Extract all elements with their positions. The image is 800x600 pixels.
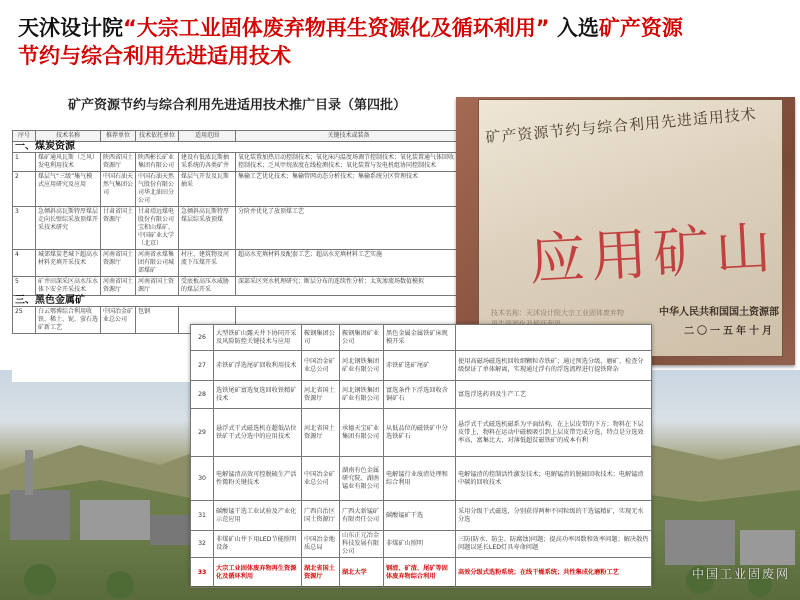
plaque-issuer: 中华人民共和国国土资源部 [659, 307, 779, 318]
cell: 4 [13, 250, 36, 277]
cell: 中国冶金矿业总公司 [302, 351, 340, 381]
table-row [191, 558, 652, 588]
cell: 中国冶金地质总局 [302, 531, 340, 558]
cell: 富选条件下浮选回收含铜矿石 [384, 381, 456, 409]
cell: 分阶并优化了放顶煤工艺 [236, 207, 462, 250]
cell: 大型铁矿山露天井下协同开采及风险防控关键技术与应用 [214, 325, 302, 351]
table-row [13, 277, 462, 296]
table-row [13, 207, 462, 250]
cell: 中国冶金矿业总公司 [302, 457, 340, 501]
cell: 河北省国土资源厅 [302, 409, 340, 457]
plaque-main-text: 应用矿山 [527, 215, 779, 294]
cell: 集输工艺优化技术；集输管网动态分析技术；集输系统分区管理技术 [236, 172, 462, 207]
table-row [13, 153, 462, 172]
catalog-document-page2 [190, 324, 652, 586]
cell: 2 [13, 172, 36, 207]
col-header: 技术名称 [36, 131, 101, 142]
col-header: 关键技术或装备 [236, 131, 462, 142]
title-part1: 天沭设计院 [18, 16, 123, 40]
cell: 河北省国土资源厅 [302, 381, 340, 409]
cell: 选铁尾矿富选复选回收铁精矿技术 [214, 381, 302, 409]
cell: 黑色金属金属铁矿床规模开采 [384, 325, 456, 351]
cell: 山东正元冶金科技发展有限公司 [340, 531, 384, 558]
cell: 河北钢铁集团矿业有限公司 [340, 381, 384, 409]
cell: 中国石油天然气股份有限公司华北油田分公司 [136, 172, 179, 207]
cell: 中国冶金矿业总公司 [101, 307, 136, 334]
cell: 鞍钢集团矿业公司 [340, 325, 384, 351]
cell: 村庄、建筑物及河流下压煤开采 [179, 250, 236, 277]
cell: 急倾斜高瓦斯特厚煤层综采放顶煤 [179, 207, 236, 250]
plaque-detail-line: 技术名称：天沭设计院大宗工业固体废弃物 [491, 309, 624, 317]
cell: 31 [191, 501, 214, 531]
cell: 悬浮式干式磁选机磁系为平面结构，在上层皮带的下方；物料在下层皮带上，物料在运动中磁极吸引到上层皮带完成分选，特点是分选效率高，富集比大，对薄低超贫磁铁矿的成本有利 [456, 409, 652, 457]
cell: 湖北大学 [340, 558, 384, 588]
cell: 超高水充填材料及配套工艺；超高水充填材料工艺实施 [236, 250, 462, 277]
cell: 高效分级式选粉系统；在线干燥系统；共性集成化磨粉工艺 [456, 558, 652, 588]
cell: 河南省国土资源厅 [101, 250, 136, 277]
catalog-heading: 矿产资源节约与综合利用先进适用技术推广目录（第四批） [67, 98, 406, 113]
cell: 32 [191, 531, 214, 558]
table-row [191, 325, 652, 351]
cell: 三防(防水、防尘、防腐蚀)问题；提高功率因数和效率问题；解决散热问题以延长LED灯具寿命问题 [456, 531, 652, 558]
cell [456, 325, 652, 351]
cell: 采用分级干式磁选，分别获得两种不同粒级的干选锰精矿，实现无水分选 [456, 501, 652, 531]
cell: 非煤矿山照明 [384, 531, 456, 558]
plaque-date: 二〇一五年十月 [684, 326, 775, 337]
section-heading: 一、煤炭资源 [13, 142, 462, 153]
plaque-face [478, 99, 783, 357]
cell: 煤层气开发及瓦斯抽采 [179, 172, 236, 207]
cell: 29 [191, 409, 214, 457]
page-title [18, 14, 788, 70]
col-header: 序号 [13, 131, 36, 142]
cell: 3 [13, 207, 36, 250]
cell: 非煤矿山井下用LED节能照明设备 [214, 531, 302, 558]
cell: 电解锰行业废渣处理和综合利用 [384, 457, 456, 501]
cell: 电解锰渣的控制活性激发技术；电解锰渣的脱硫回收技术；电解锰渣中碳的回收技术 [456, 457, 652, 501]
cell: 5 [13, 277, 36, 296]
catalog-table [12, 130, 462, 334]
cell: 煤矿通风瓦斯（乏风）发电利用技术 [36, 153, 101, 172]
catalog-table-page2 [190, 324, 652, 588]
col-header: 技术依托单位 [136, 131, 179, 142]
col-header: 适用范围 [179, 131, 236, 142]
cell: 包钢 [136, 307, 179, 334]
table-row [191, 351, 652, 381]
cell: 河南省永煤集团有限公司城郊煤矿 [136, 250, 179, 277]
cell: 富选浮选药剂及生产工艺 [456, 381, 652, 409]
table-row [13, 250, 462, 277]
cell: 赤铁矿选矿尾矿 [384, 351, 456, 381]
cell: 从低品位的磁铁矿中分选铁矿石 [384, 409, 456, 457]
cell: 广西大新锰矿有限责任公司 [340, 501, 384, 531]
cell: 27 [191, 351, 214, 381]
cell: 陕西彬长矿业集团有限公司 [136, 153, 179, 172]
cell: 赤铁矿浮选尾矿回收利用技术 [214, 351, 302, 381]
catalog-header-row [13, 131, 462, 142]
table-row [191, 501, 652, 531]
table-row [191, 531, 652, 558]
cell: 悬浮式干式磁选机在超低品位铁矿干式分选中的应用技术 [214, 409, 302, 457]
cell: 矿井田深采区高水压水体下安全开采技术 [36, 277, 101, 296]
cell: 中国石油天然气集团公司 [101, 172, 136, 207]
col-header: 推荐单位 [101, 131, 136, 142]
cell: 30 [191, 457, 214, 501]
title-part2: “大宗工业固体废弃物再生资源化及循环利用” [123, 16, 550, 40]
cell: 钢渣、矿渣、尾矿等固体废弃物综合利用 [384, 558, 456, 588]
section-heading: 三、黑色金属矿 [13, 296, 462, 307]
plaque-title: 矿产资源节约与综合利用先进适用技术 [484, 104, 758, 147]
cell: 河南省国土资源厅 [136, 277, 179, 296]
cell: 承德天宝矿业集团有限公司 [340, 409, 384, 457]
title-part3: 入选 [549, 16, 599, 40]
cell: 河北钢铁集团矿业有限公司 [340, 351, 384, 381]
cell: 大宗工业固体废弃物再生资源化及循环利用 [214, 558, 302, 588]
table-row [191, 381, 652, 409]
cell: 28 [191, 381, 214, 409]
cell: 26 [191, 325, 214, 351]
cell: 碳酸锰矿干选 [384, 501, 456, 531]
cell: 使用高磁场磁选机回收细颗粒赤铁矿；通过预选分级、磨矿、检查分级保证了单体解离，实现通过浮有的浮选流程进行提铁降杂 [456, 351, 652, 381]
cell: 33 [191, 558, 214, 588]
cell: 陕西省国土资源厅 [101, 153, 136, 172]
title-part4: 矿产资源 [598, 16, 683, 40]
table-row [13, 172, 462, 207]
cell: 25 [13, 307, 36, 334]
table-row [191, 457, 652, 501]
cell: 电解锰渣高效可控脱硫生产活性微粉关键技术 [214, 457, 302, 501]
cell: 城郊煤炭老城下超高水材料充填开采技术 [36, 250, 101, 277]
cell: 湖北省国土资源厅 [302, 558, 340, 588]
table-row [191, 409, 652, 457]
cell: 河南省国土资源厅 [101, 277, 136, 296]
cell: 甘肃省国土资源厅 [101, 207, 136, 250]
cell: 建设有低浓瓦斯抽采系统的各类矿井 [179, 153, 236, 172]
cell: 氧化装置加热启动控制技术；氧化床内温度场调节控制技术；氧化装置通气体回收控制技术；乏风甲烷浓度在线检测技术；氧化装置与发电机组协同控制技术 [236, 153, 462, 172]
cell: 甘肃靖远煤电股份有限公司宝积山煤矿、中国矿业大学（北京） [136, 207, 179, 250]
cell: 白云鄂博综合利用收铁、稀土、铌、萤石选矿新工艺 [36, 307, 101, 334]
cell: 深部采区突水机理研究；断层分布的连续性分析；太灰渗流场数值模拟 [236, 277, 462, 296]
cell: 碳酸锰干选工业试验及产业化示范应用 [214, 501, 302, 531]
cell: 急倾斜高瓦斯特厚煤层走向长壁综采放顶煤开采技术研究 [36, 207, 101, 250]
cell: 鞍钢集团公司 [302, 325, 340, 351]
cell: 受底板高压水威胁的煤层开采 [179, 277, 236, 296]
cell: 1 [13, 153, 36, 172]
cell: 广西自治区国土资源厅 [302, 501, 340, 531]
cell: 湖南有色金属研究院、湖南锰业有限公司 [340, 457, 384, 501]
site-watermark: 中国工业固废网 [691, 567, 790, 581]
title-part5: 节约与综合利用先进适用技术 [18, 44, 291, 68]
cell: 煤层气“三级”集气模式应用研究及应用 [36, 172, 101, 207]
